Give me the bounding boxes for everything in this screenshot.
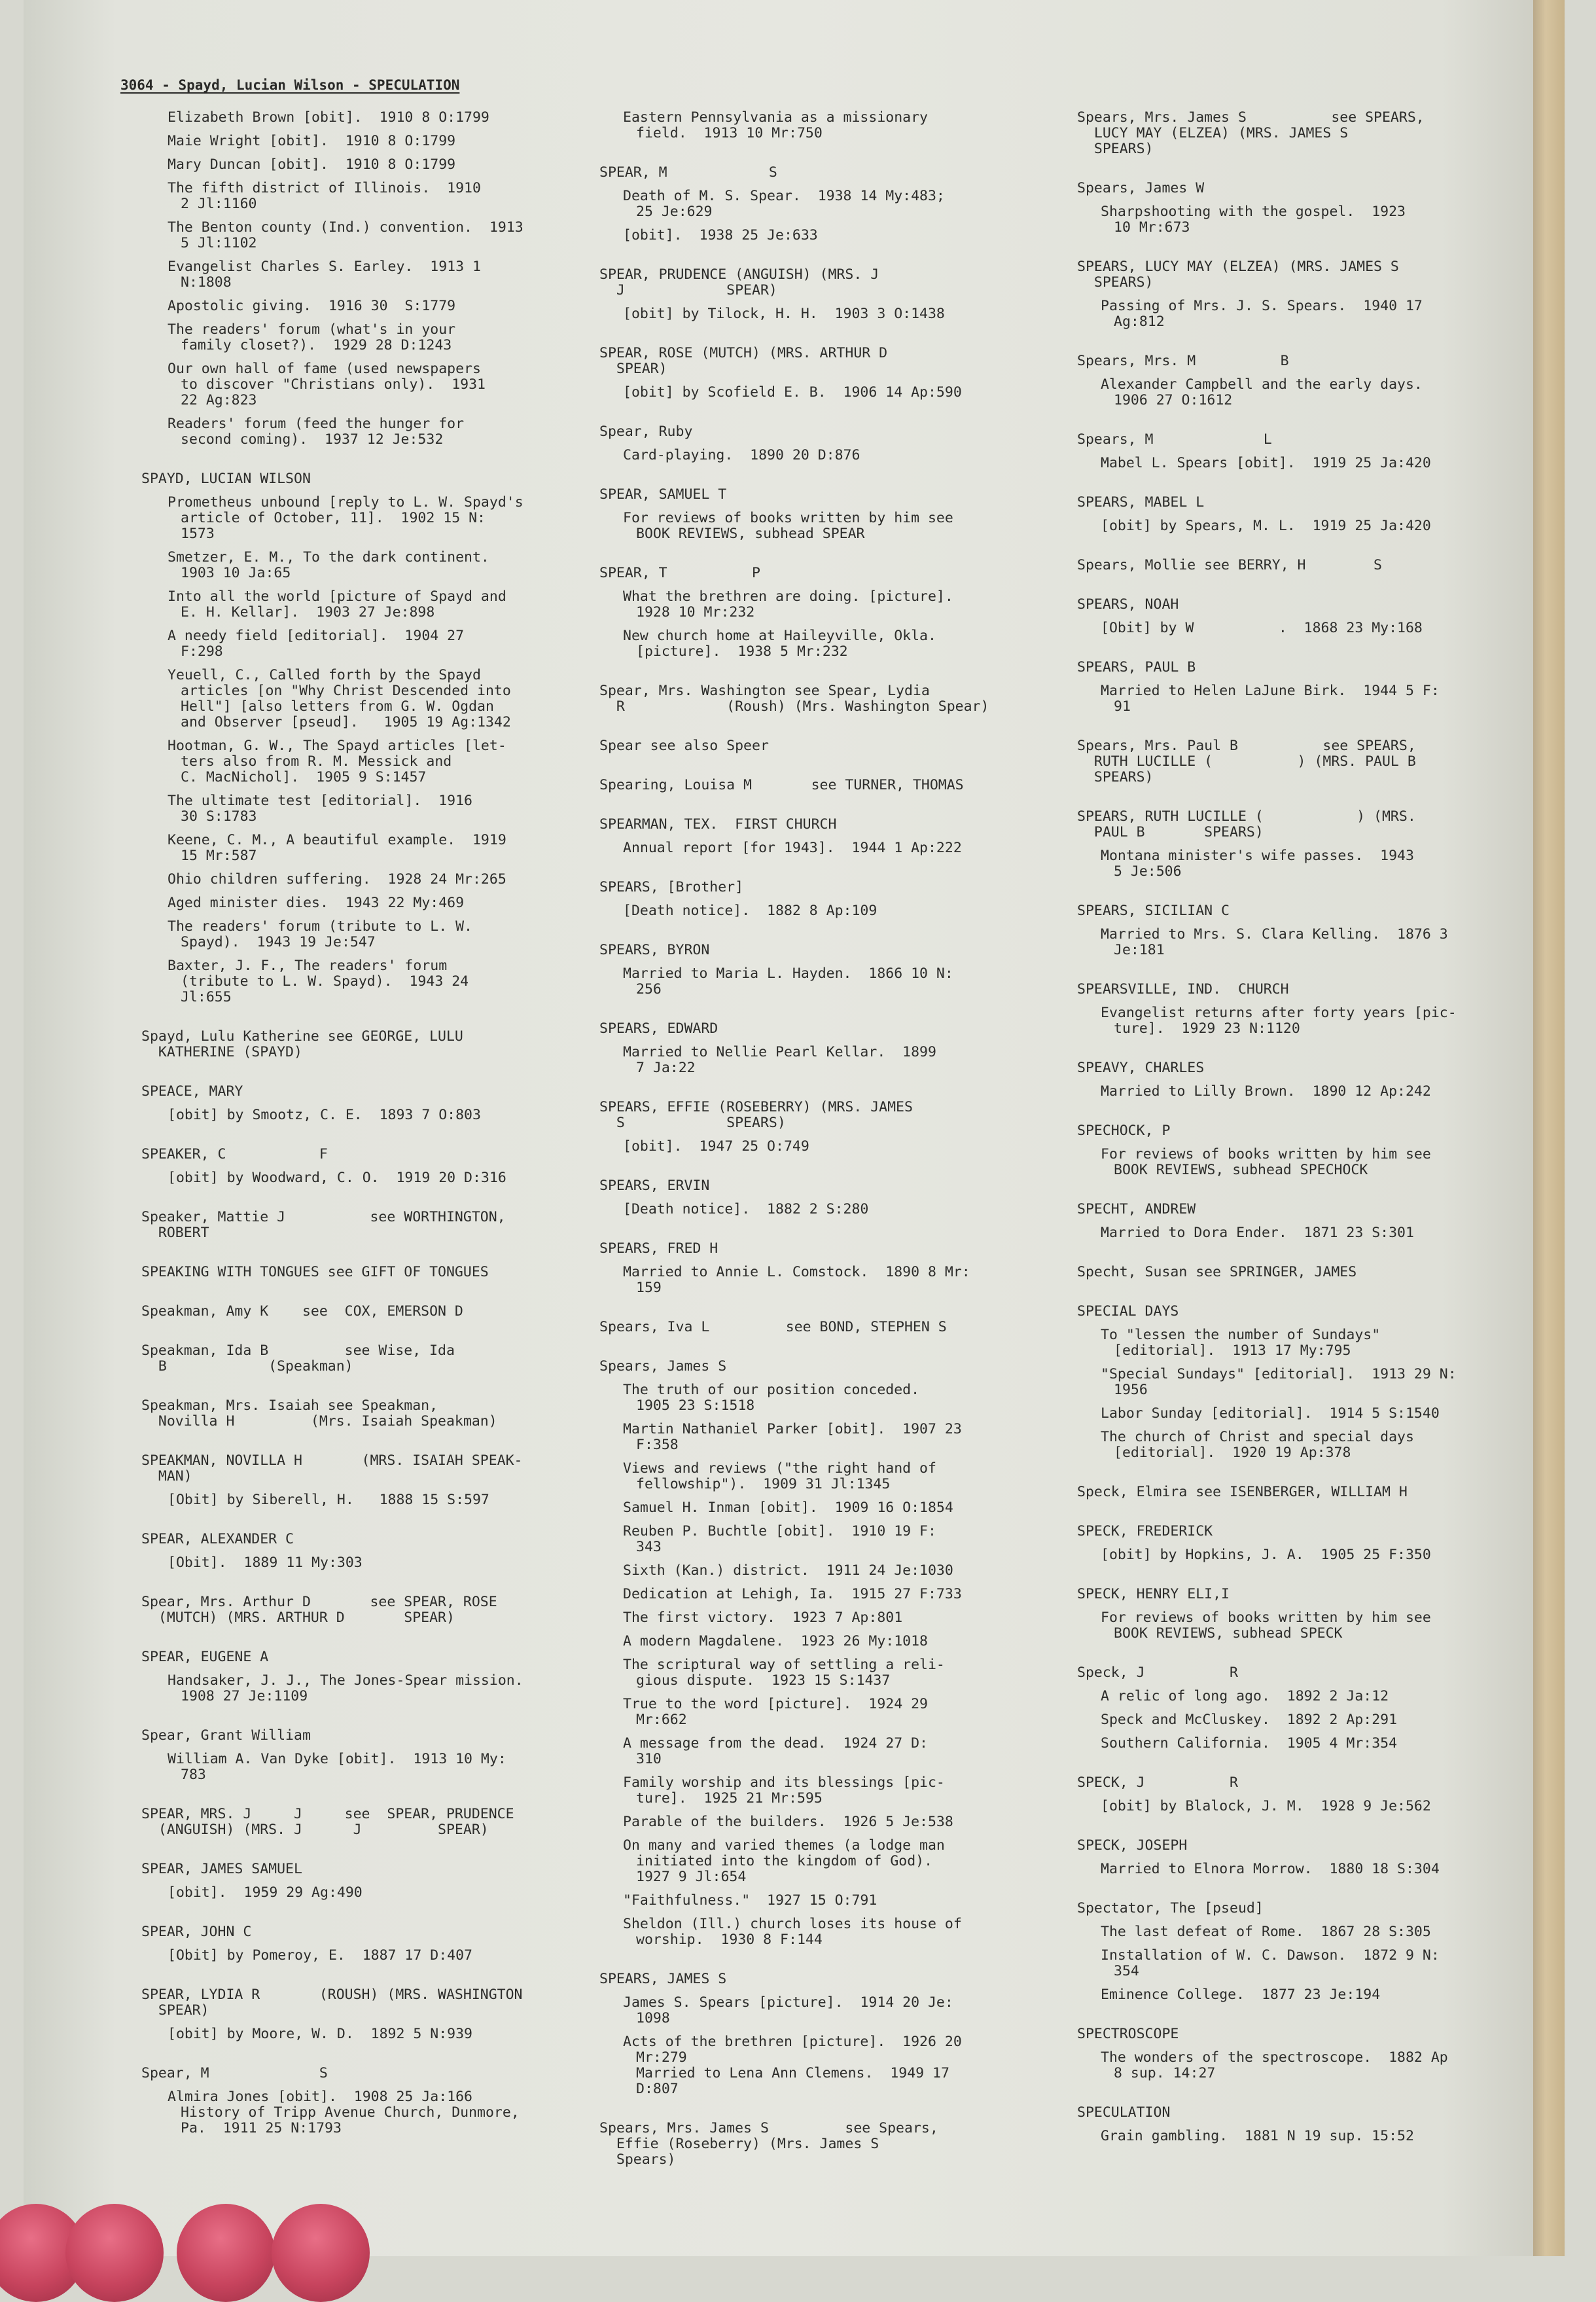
index-entry: Views and reviews ("the right hand of fellowship"). 1909 31 Jl:1345: [599, 1461, 1071, 1492]
index-entry: Keene, C. M., A beautiful example. 1919 15 Mr:587: [154, 833, 599, 864]
finger-shape: [65, 2204, 164, 2302]
index-entry: [Death notice]. 1882 8 Ap:109: [599, 903, 1071, 919]
index-entry: The church of Christ and special days [editorial]. 1920 19 Ap:378: [1077, 1430, 1548, 1461]
index-heading: Speakman, Amy K see COX, EMERSON D: [141, 1304, 599, 1320]
index-entry: Family worship and its blessings [pic- ture]. 1925 21 Mr:595: [599, 1775, 1071, 1807]
index-heading: Spearing, Louisa M see TURNER, THOMAS: [599, 778, 1071, 793]
index-entry: Southern California. 1905 4 Mr:354: [1077, 1736, 1548, 1752]
index-entry: Sheldon (Ill.) church loses its house of worship. 1930 8 F:144: [599, 1916, 1071, 1948]
index-heading: SPEAKING WITH TONGUES see GIFT OF TONGUES: [141, 1265, 599, 1280]
index-entry: "Special Sundays" [editorial]. 1913 29 N: 1956: [1077, 1367, 1548, 1398]
index-entry: Into all the world [picture of Spayd and E. H. Kellar]. 1903 27 Je:898: [154, 589, 599, 620]
index-entry: [Obit]. 1889 11 My:303: [154, 1555, 599, 1571]
index-heading: SPEAR, T P: [599, 566, 1071, 581]
index-entry: [obit] by Spears, M. L. 1919 25 Ja:420: [1077, 518, 1548, 534]
index-heading: Spear, Mrs. Arthur D see SPEAR, ROSE (MUTCH) (MRS. ARTHUR D SPEAR): [141, 1594, 599, 1626]
index-entry: "Faithfulness." 1927 15 O:791: [599, 1893, 1071, 1909]
index-heading: Spear, M S: [141, 2066, 599, 2081]
index-heading: SPEARS, JAMES S: [599, 1971, 1071, 1987]
index-entry: The fifth district of Illinois. 1910 2 Jl:1160: [154, 181, 599, 212]
index-entry: Yeuell, C., Called forth by the Spayd articles [on "Why Christ Descended into Hell"] [also letters from G. W. Ogdan and Observer [pseud]. 1905 19 Ag:1342: [154, 668, 599, 730]
index-heading: Spear, Ruby: [599, 424, 1071, 440]
index-heading: SPEARS, LUCY MAY (ELZEA) (MRS. JAMES S SPEARS): [1077, 259, 1548, 291]
index-heading: SPEACE, MARY: [141, 1084, 599, 1100]
index-heading: SPEAVY, CHARLES: [1077, 1060, 1548, 1076]
index-entry: [Obit] by Pomeroy, E. 1887 17 D:407: [154, 1948, 599, 1964]
index-heading: SPECHOCK, P: [1077, 1123, 1548, 1139]
index-entry: William A. Van Dyke [obit]. 1913 10 My: 783: [154, 1752, 599, 1783]
index-heading: SPEARS, MABEL L: [1077, 495, 1548, 511]
index-entry: [obit] by Woodward, C. O. 1919 20 D:316: [154, 1170, 599, 1186]
index-heading: SPEARMAN, TEX. FIRST CHURCH: [599, 817, 1071, 833]
index-heading: SPECHT, ANDREW: [1077, 1202, 1548, 1217]
index-entry: [Obit] by W . 1868 23 My:168: [1077, 620, 1548, 636]
index-entry: [obit] by Moore, W. D. 1892 5 N:939: [154, 2026, 599, 2042]
index-entry: The Benton county (Ind.) convention. 1913 5 Jl:1102: [154, 220, 599, 251]
index-heading: Spayd, Lulu Katherine see GEORGE, LULU KATHERINE (SPAYD): [141, 1029, 599, 1060]
index-heading: SPEAR, ROSE (MUTCH) (MRS. ARTHUR D SPEAR): [599, 346, 1071, 377]
index-entry: [Obit] by Siberell, H. 1888 15 S:597: [154, 1492, 599, 1508]
running-head: 3064 - Spayd, Lucian Wilson - SPECULATION: [120, 77, 459, 93]
index-entry: The readers' forum (what's in your family closet?). 1929 28 D:1243: [154, 322, 599, 353]
index-entry: Elizabeth Brown [obit]. 1910 8 O:1799: [154, 110, 599, 126]
index-entry: Sharpshooting with the gospel. 1923 10 Mr:673: [1077, 204, 1548, 236]
index-heading: SPEAKMAN, NOVILLA H (MRS. ISAIAH SPEAK- MAN): [141, 1453, 599, 1484]
index-heading: Spears, Mrs. Paul B see SPEARS, RUTH LUCILLE ( ) (MRS. PAUL B SPEARS): [1077, 738, 1548, 785]
index-heading: SPECK, JOSEPH: [1077, 1838, 1548, 1854]
index-heading: SPEAR, EUGENE A: [141, 1649, 599, 1665]
index-entry: A relic of long ago. 1892 2 Ja:12: [1077, 1689, 1548, 1704]
index-entry: Passing of Mrs. J. S. Spears. 1940 17 Ag:812: [1077, 298, 1548, 330]
index-entry: Alexander Campbell and the early days. 1906 27 O:1612: [1077, 377, 1548, 408]
column-1: [154, 105, 599, 2136]
index-heading: SPEAR, JOHN C: [141, 1924, 599, 1940]
index-heading: Spears, Mrs. James S see SPEARS, LUCY MAY (ELZEA) (MRS. JAMES S SPEARS): [1077, 110, 1548, 157]
index-entry: Married to Dora Ender. 1871 23 S:301: [1077, 1225, 1548, 1241]
index-entry: Smetzer, E. M., To the dark continent. 1903 10 Ja:65: [154, 550, 599, 581]
index-entry: The wonders of the spectroscope. 1882 Ap 8 sup. 14:27: [1077, 2050, 1548, 2081]
index-entry: Speck and McCluskey. 1892 2 Ap:291: [1077, 1712, 1548, 1728]
index-heading: SPEARS, BYRON: [599, 943, 1071, 958]
index-entry: Prometheus unbound [reply to L. W. Spayd's article of October, 11]. 1902 15 N: 1573: [154, 495, 599, 542]
index-heading: Speck, J R: [1077, 1665, 1548, 1681]
index-heading: SPEAR, LYDIA R (ROUSH) (MRS. WASHINGTON SPEAR): [141, 1987, 599, 2019]
index-entry: On many and varied themes (a lodge man initiated into the kingdom of God). 1927 9 Jl:654: [599, 1838, 1071, 1885]
index-entry: Labor Sunday [editorial]. 1914 5 S:1540: [1077, 1406, 1548, 1422]
index-entry: Mary Duncan [obit]. 1910 8 O:1799: [154, 157, 599, 173]
index-heading: SPEARSVILLE, IND. CHURCH: [1077, 982, 1548, 998]
index-heading: SPECULATION: [1077, 2105, 1548, 2121]
finger-shape: [272, 2204, 370, 2302]
index-entry: Evangelist returns after forty years [pic- ture]. 1929 23 N:1120: [1077, 1005, 1548, 1037]
index-heading: SPECK, HENRY ELI,I: [1077, 1587, 1548, 1602]
index-entry: Ohio children suffering. 1928 24 Mr:265: [154, 872, 599, 888]
index-entry: [Death notice]. 1882 2 S:280: [599, 1202, 1071, 1217]
index-heading: SPEARS, SICILIAN C: [1077, 903, 1548, 919]
index-entry: The truth of our position conceded. 1905 23 S:1518: [599, 1382, 1071, 1414]
index-entry: Our own hall of fame (used newspapers to discover "Christians only). 1931 22 Ag:823: [154, 361, 599, 408]
index-entry: Evangelist Charles S. Earley. 1913 1 N:1808: [154, 259, 599, 291]
index-entry: Baxter, J. F., The readers' forum (tribute to L. W. Spayd). 1943 24 Jl:655: [154, 958, 599, 1005]
index-entry: Sixth (Kan.) district. 1911 24 Je:1030: [599, 1563, 1071, 1579]
index-entry: Reuben P. Buchtle [obit]. 1910 19 F: 343: [599, 1524, 1071, 1555]
index-heading: Spears, James W: [1077, 181, 1548, 196]
index-entry: Mabel L. Spears [obit]. 1919 25 Ja:420: [1077, 456, 1548, 471]
index-heading: Specht, Susan see SPRINGER, JAMES: [1077, 1265, 1548, 1280]
index-heading: SPEAR, SAMUEL T: [599, 487, 1071, 503]
index-heading: Spears, James S: [599, 1359, 1071, 1375]
index-entry: A modern Magdalene. 1923 26 My:1018: [599, 1634, 1071, 1649]
index-heading: Spears, Mrs. M B: [1077, 353, 1548, 369]
index-entry: [obit] by Blalock, J. M. 1928 9 Je:562: [1077, 1799, 1548, 1814]
index-heading: Spear, Grant William: [141, 1728, 599, 1744]
index-entry: Grain gambling. 1881 N 19 sup. 15:52: [1077, 2129, 1548, 2144]
index-entry: Eastern Pennsylvania as a missionary field. 1913 10 Mr:750: [599, 110, 1071, 141]
index-entry: The ultimate test [editorial]. 1916 30 S:1783: [154, 793, 599, 825]
index-heading: SPEARS, EDWARD: [599, 1021, 1071, 1037]
index-entry: Maie Wright [obit]. 1910 8 O:1799: [154, 134, 599, 149]
index-entry: [obit] by Tilock, H. H. 1903 3 O:1438: [599, 306, 1071, 322]
index-heading: SPEAKER, C F: [141, 1147, 599, 1162]
index-heading: Spear, Mrs. Washington see Spear, Lydia R (Roush) (Mrs. Washington Spear): [599, 683, 1071, 715]
index-entry: Annual report [for 1943]. 1944 1 Ap:222: [599, 840, 1071, 856]
index-heading: Speaker, Mattie J see WORTHINGTON, ROBERT: [141, 1210, 599, 1241]
index-heading: SPEAR, ALEXANDER C: [141, 1532, 599, 1547]
index-heading: SPECK, FREDERICK: [1077, 1524, 1548, 1539]
index-entry: Eminence College. 1877 23 Je:194: [1077, 1987, 1548, 2003]
index-entry: [obit] by Hopkins, J. A. 1905 25 F:350: [1077, 1547, 1548, 1563]
index-heading: Spears, Mrs. James S see Spears, Effie (Roseberry) (Mrs. James S Spears): [599, 2121, 1071, 2168]
index-entry: The last defeat of Rome. 1867 28 S:305: [1077, 1924, 1548, 1940]
index-entry: Married to Mrs. S. Clara Kelling. 1876 3 Je:181: [1077, 927, 1548, 958]
index-heading: SPECK, J R: [1077, 1775, 1548, 1791]
index-entry: Dedication at Lehigh, Ia. 1915 27 F:733: [599, 1587, 1071, 1602]
index-entry: Married to Nellie Pearl Kellar. 1899 7 Ja:22: [599, 1045, 1071, 1076]
index-heading: Spears, M L: [1077, 432, 1548, 448]
index-entry: Acts of the brethren [picture]. 1926 20 Mr:279 Married to Lena Ann Clemens. 1949 17 D:807: [599, 2034, 1071, 2097]
index-entry: Montana minister's wife passes. 1943 5 Je:506: [1077, 848, 1548, 880]
index-entry: Married to Annie L. Comstock. 1890 8 Mr: 159: [599, 1265, 1071, 1296]
index-heading: Speck, Elmira see ISENBERGER, WILLIAM H: [1077, 1484, 1548, 1500]
index-entry: The first victory. 1923 7 Ap:801: [599, 1610, 1071, 1626]
index-entry: Married to Helen LaJune Birk. 1944 5 F: 91: [1077, 683, 1548, 715]
index-entry: Readers' forum (feed the hunger for second coming). 1937 12 Je:532: [154, 416, 599, 448]
index-entry: James S. Spears [picture]. 1914 20 Je: 1098: [599, 1995, 1071, 2026]
index-entry: Almira Jones [obit]. 1908 25 Ja:166 History of Tripp Avenue Church, Dunmore, Pa. 1911 25 N:1793: [154, 2089, 599, 2136]
index-entry: For reviews of books written by him see BOOK REVIEWS, subhead SPEAR: [599, 511, 1071, 542]
index-heading: SPECIAL DAYS: [1077, 1304, 1548, 1320]
index-entry: True to the word [picture]. 1924 29 Mr:662: [599, 1697, 1071, 1728]
index-entry: Married to Elnora Morrow. 1880 18 S:304: [1077, 1861, 1548, 1877]
column-3: [1077, 105, 1548, 2144]
index-entry: A needy field [editorial]. 1904 27 F:298: [154, 628, 599, 660]
index-entry: Death of M. S. Spear. 1938 14 My:483; 25 Je:629: [599, 189, 1071, 220]
index-entry: Married to Lilly Brown. 1890 12 Ap:242: [1077, 1084, 1548, 1100]
index-entry: Installation of W. C. Dawson. 1872 9 N: 354: [1077, 1948, 1548, 1979]
index-entry: A message from the dead. 1924 27 D: 310: [599, 1736, 1071, 1767]
index-entry: [obit]. 1938 25 Je:633: [599, 228, 1071, 243]
index-heading: SPEAR, JAMES SAMUEL: [141, 1861, 599, 1877]
index-entry: The scriptural way of settling a reli- gious dispute. 1923 15 S:1437: [599, 1657, 1071, 1689]
index-heading: SPEARS, RUTH LUCILLE ( ) (MRS. PAUL B SPEARS): [1077, 809, 1548, 840]
index-entry: Card-playing. 1890 20 D:876: [599, 448, 1071, 463]
index-heading: SPEAR, MRS. J J see SPEAR, PRUDENCE (ANGUISH) (MRS. J J SPEAR): [141, 1807, 599, 1838]
index-entry: Samuel H. Inman [obit]. 1909 16 O:1854: [599, 1500, 1071, 1516]
index-heading: Spears, Mollie see BERRY, H S: [1077, 558, 1548, 573]
index-entry: Aged minister dies. 1943 22 My:469: [154, 895, 599, 911]
index-entry: Martin Nathaniel Parker [obit]. 1907 23 F:358: [599, 1422, 1071, 1453]
index-heading: SPEARS, [Brother]: [599, 880, 1071, 895]
column-2: [599, 105, 1071, 2172]
index-entry: [obit] by Scofield E. B. 1906 14 Ap:590: [599, 385, 1071, 401]
index-entry: For reviews of books written by him see BOOK REVIEWS, subhead SPECHOCK: [1077, 1147, 1548, 1178]
index-heading: SPEARS, ERVIN: [599, 1178, 1071, 1194]
index-heading: SPEARS, EFFIE (ROSEBERRY) (MRS. JAMES S SPEARS): [599, 1100, 1071, 1131]
index-heading: SPEARS, NOAH: [1077, 597, 1548, 613]
index-entry: [obit]. 1959 29 Ag:490: [154, 1885, 599, 1901]
index-heading: Spears, Iva L see BOND, STEPHEN S: [599, 1320, 1071, 1335]
index-entry: The readers' forum (tribute to L. W. Spayd). 1943 19 Je:547: [154, 919, 599, 950]
index-entry: Married to Maria L. Hayden. 1866 10 N: 256: [599, 966, 1071, 998]
index-heading: SPAYD, LUCIAN WILSON: [141, 471, 599, 487]
index-entry: What the brethren are doing. [picture]. 1928 10 Mr:232: [599, 589, 1071, 620]
index-page: [24, 0, 1565, 2256]
index-heading: SPEARS, PAUL B: [1077, 660, 1548, 675]
index-heading: SPEAR, M S: [599, 165, 1071, 181]
index-entry: New church home at Haileyville, Okla. [picture]. 1938 5 Mr:232: [599, 628, 1071, 660]
index-entry: To "lessen the number of Sundays" [editorial]. 1913 17 My:795: [1077, 1327, 1548, 1359]
index-entry: [obit]. 1947 25 O:749: [599, 1139, 1071, 1155]
index-heading: SPECTROSCOPE: [1077, 2026, 1548, 2042]
index-heading: Speakman, Mrs. Isaiah see Speakman, Novilla H (Mrs. Isaiah Speakman): [141, 1398, 599, 1430]
index-entry: Handsaker, J. J., The Jones-Spear mission. 1908 27 Je:1109: [154, 1673, 599, 1704]
index-heading: Speakman, Ida B see Wise, Ida B (Speakman): [141, 1343, 599, 1375]
index-heading: SPEARS, FRED H: [599, 1241, 1071, 1257]
index-entry: For reviews of books written by him see BOOK REVIEWS, subhead SPECK: [1077, 1610, 1548, 1642]
index-entry: Parable of the builders. 1926 5 Je:538: [599, 1814, 1071, 1830]
index-heading: SPEAR, PRUDENCE (ANGUISH) (MRS. J J SPEAR): [599, 267, 1071, 298]
index-entry: [obit] by Smootz, C. E. 1893 7 O:803: [154, 1107, 599, 1123]
finger-shape: [177, 2204, 275, 2302]
index-heading: Spectator, The [pseud]: [1077, 1901, 1548, 1916]
index-entry: Apostolic giving. 1916 30 S:1779: [154, 298, 599, 314]
index-entry: Hootman, G. W., The Spayd articles [let- ters also from R. M. Messick and C. MacNichol]. 1905 9 S:1457: [154, 738, 599, 785]
index-heading: Spear see also Speer: [599, 738, 1071, 754]
